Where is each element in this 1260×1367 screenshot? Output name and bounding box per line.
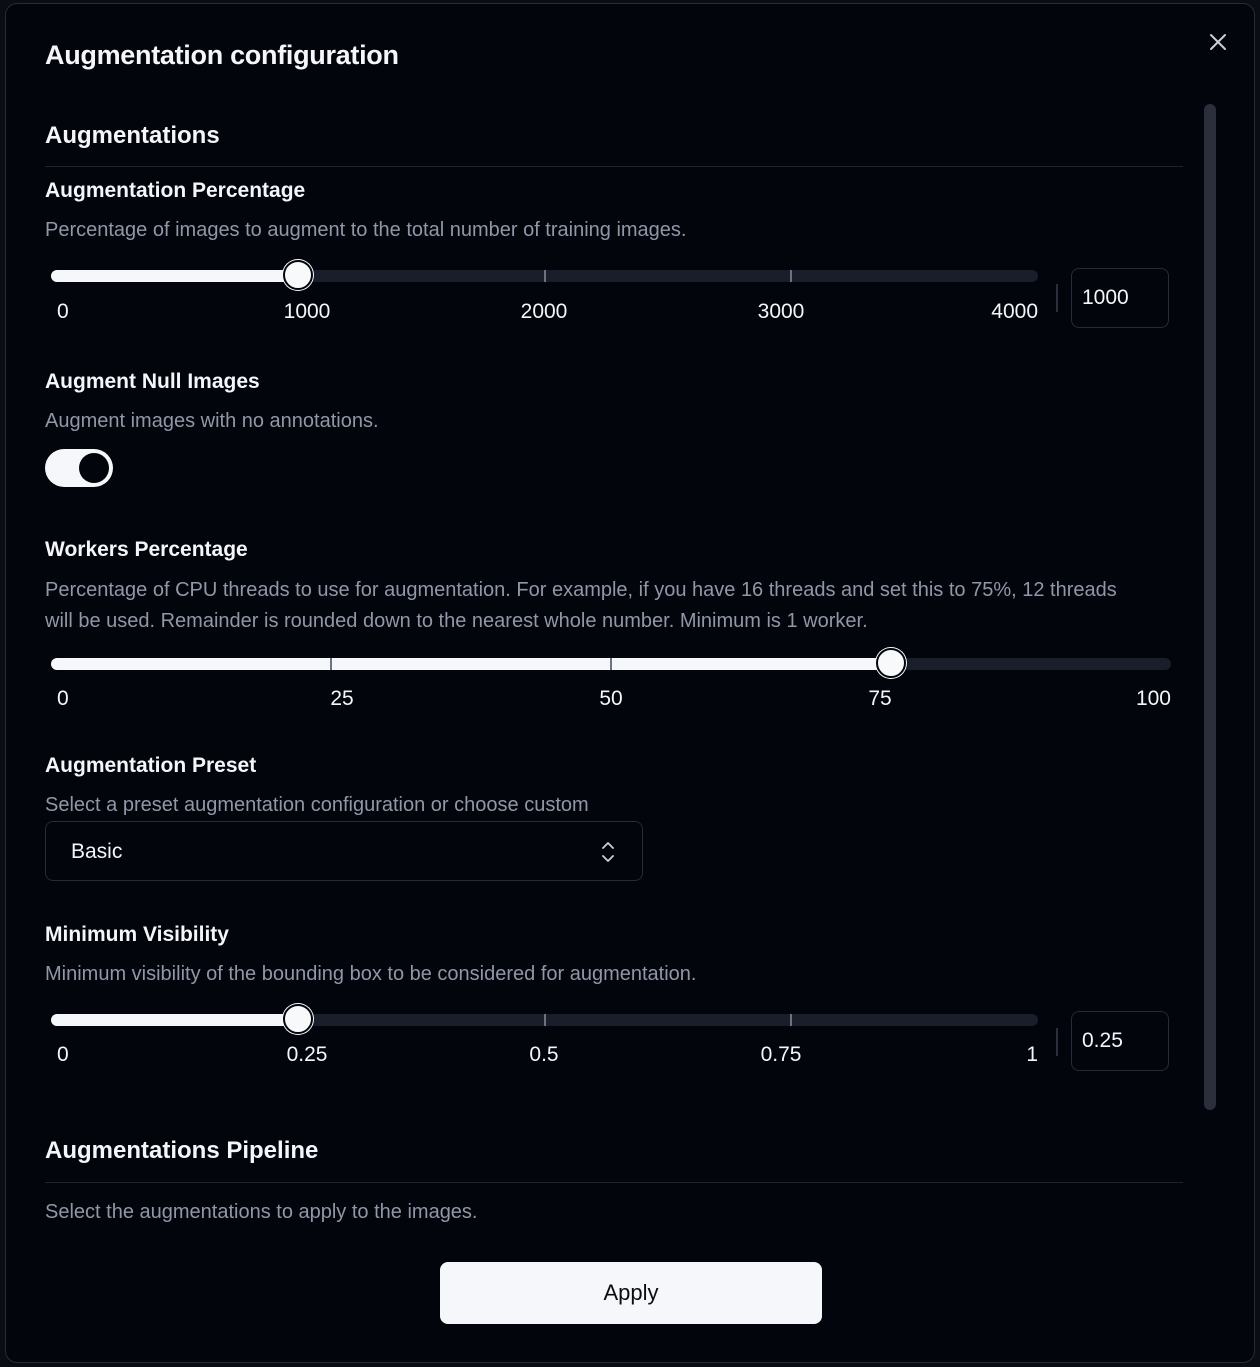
augmentation-preset-description: Select a preset augmentation configuration or choose custom bbox=[45, 794, 589, 816]
slider-tick-label: 1 bbox=[1026, 1043, 1038, 1066]
chevron-up-down-icon bbox=[600, 839, 616, 865]
section-divider bbox=[45, 166, 1183, 167]
section-title-augmentations: Augmentations bbox=[45, 122, 220, 149]
slider-range bbox=[51, 658, 891, 670]
slider-tick bbox=[790, 270, 792, 282]
slider-range bbox=[51, 270, 298, 282]
augmentation-preset-select[interactable] bbox=[45, 821, 643, 881]
pipeline-description: Select the augmentations to apply to the images. bbox=[45, 1201, 478, 1223]
augmentation-preset-label: Augmentation Preset bbox=[45, 754, 257, 777]
slider-tick-label: 1000 bbox=[283, 300, 331, 323]
minimum-visibility-input[interactable] bbox=[1071, 1011, 1169, 1071]
minimum-visibility-description: Minimum visibility of the bounding box to be considered for augmentation. bbox=[45, 963, 697, 985]
slider-tick-label: 0.5 bbox=[529, 1043, 559, 1066]
workers-percentage-slider[interactable] bbox=[51, 658, 1171, 670]
minimum-visibility-slider[interactable] bbox=[51, 1014, 1038, 1026]
augmentation-percentage-slider[interactable] bbox=[51, 270, 1038, 282]
slider-tick-label: 4000 bbox=[991, 300, 1038, 323]
slider-tick bbox=[330, 658, 332, 670]
slider-tick-label: 0.25 bbox=[286, 1043, 328, 1066]
workers-percentage-description: Percentage of CPU threads to use for augmentation. For example, if you have 16 threads and set this to 75%, 12 threads will be used. Remainder is rounded down to the nearest whole number. Minimum is 1 worker. bbox=[45, 579, 1117, 632]
dialog-title: Augmentation configuration bbox=[45, 40, 399, 70]
slider-thumb[interactable] bbox=[876, 648, 906, 678]
close-icon bbox=[1206, 30, 1230, 54]
toggle-knob bbox=[79, 453, 109, 483]
slider-tick-label: 50 bbox=[599, 687, 623, 710]
augment-null-images-label: Augment Null Images bbox=[45, 370, 260, 393]
close-button[interactable] bbox=[1206, 30, 1230, 54]
input-separator bbox=[1056, 284, 1058, 312]
slider-tick-label: 75 bbox=[868, 687, 892, 710]
slider-tick-label: 3000 bbox=[757, 300, 805, 323]
augment-null-images-description: Augment images with no annotations. bbox=[45, 410, 379, 432]
augmentation-percentage-label: Augmentation Percentage bbox=[45, 179, 306, 202]
input-separator bbox=[1056, 1028, 1058, 1056]
augmentation-percentage-input[interactable] bbox=[1071, 268, 1169, 328]
slider-tick-label: 100 bbox=[1135, 687, 1171, 710]
scrollbar[interactable] bbox=[1204, 104, 1216, 1110]
minimum-visibility-label: Minimum Visibility bbox=[45, 923, 229, 946]
section-divider bbox=[45, 1182, 1183, 1183]
slider-tick-label: 2000 bbox=[520, 300, 568, 323]
slider-range bbox=[51, 1014, 298, 1026]
slider-tick-label: 25 bbox=[330, 687, 354, 710]
apply-button[interactable]: Apply bbox=[440, 1262, 822, 1324]
augmentation-config-dialog bbox=[5, 3, 1255, 1363]
slider-tick bbox=[544, 270, 546, 282]
augmentation-percentage-description: Percentage of images to augment to the total number of training images. bbox=[45, 219, 687, 241]
slider-tick bbox=[790, 1014, 792, 1026]
slider-tick-label: 0 bbox=[57, 1043, 69, 1066]
slider-tick-label: 0 bbox=[57, 300, 69, 323]
slider-tick bbox=[610, 658, 612, 670]
slider-tick-label: 0 bbox=[57, 687, 69, 710]
slider-thumb[interactable] bbox=[283, 260, 313, 290]
augment-null-images-toggle[interactable] bbox=[45, 449, 113, 487]
slider-thumb[interactable] bbox=[283, 1004, 313, 1034]
section-title-pipeline: Augmentations Pipeline bbox=[45, 1137, 319, 1164]
select-value: Basic bbox=[71, 840, 123, 863]
workers-percentage-label: Workers Percentage bbox=[45, 538, 248, 561]
slider-tick-label: 0.75 bbox=[760, 1043, 802, 1066]
slider-tick bbox=[544, 1014, 546, 1026]
